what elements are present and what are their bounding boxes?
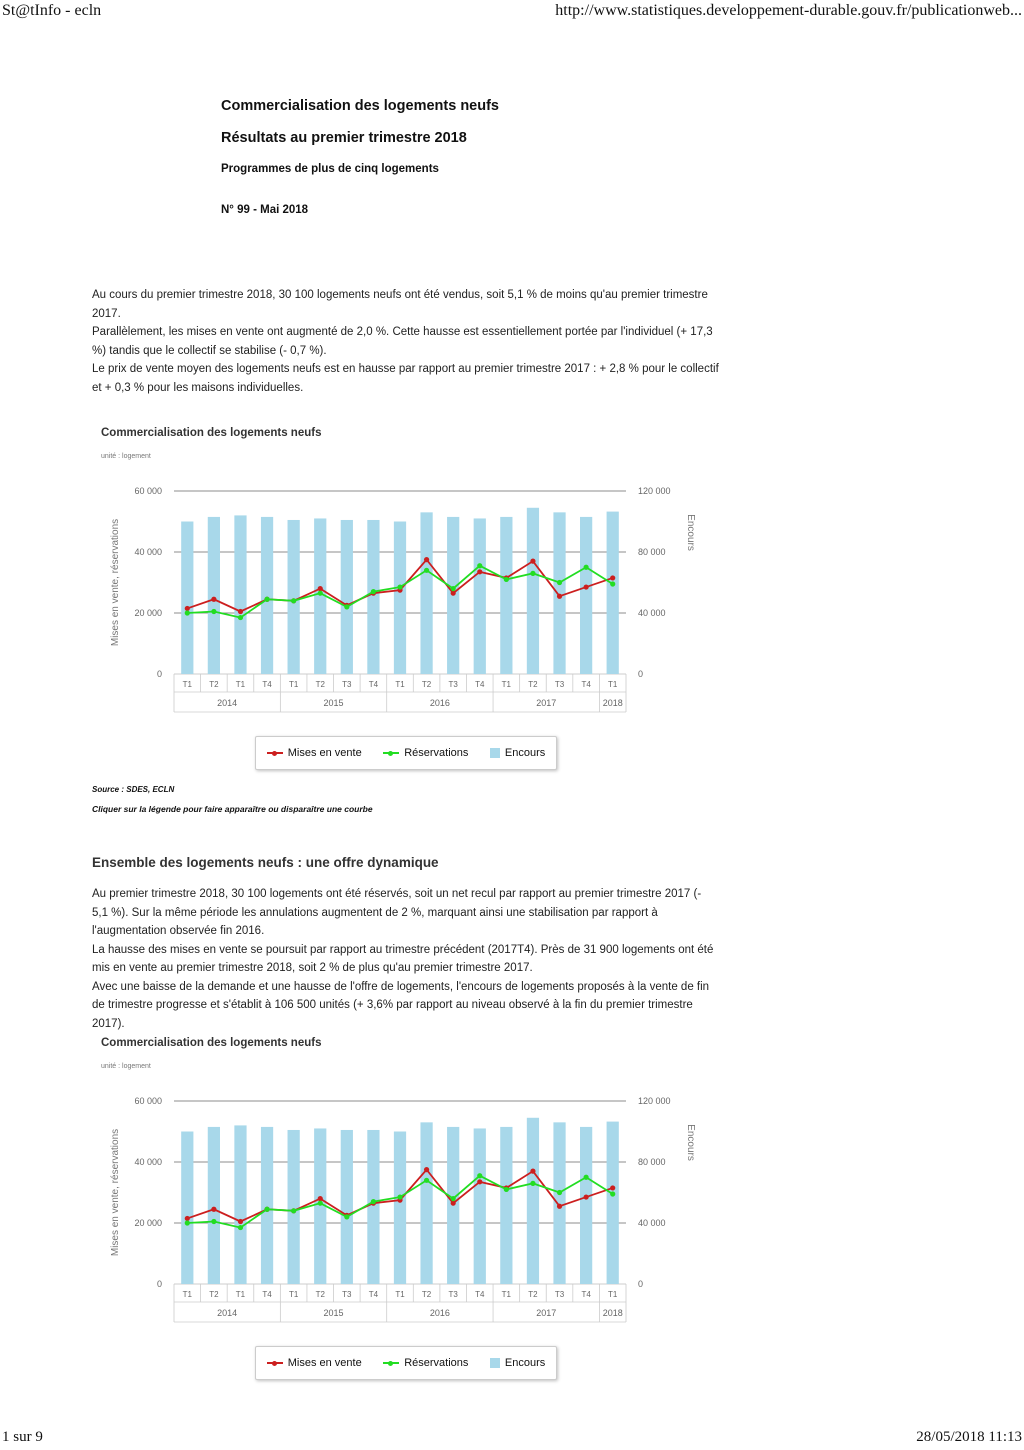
- point: [584, 1194, 589, 1199]
- y-right-tick-label: 0: [638, 669, 644, 679]
- legend-label: Encours: [504, 747, 546, 759]
- chart-commercialisation-2: [92, 1080, 712, 1340]
- point: [318, 591, 323, 596]
- x-year-label: 2015: [323, 698, 344, 708]
- legend-item-mises-en-vente[interactable]: [267, 747, 362, 759]
- x-year-label: 2018: [602, 1308, 623, 1318]
- x-tick-label: T3: [448, 680, 458, 689]
- doc-subtitle: Résultats au premier trimestre 2018: [221, 130, 467, 146]
- x-tick-label: T2: [315, 1290, 325, 1299]
- x-tick-label: T3: [554, 1290, 565, 1299]
- x-tick-label: T4: [262, 1290, 272, 1299]
- point: [424, 1178, 429, 1183]
- bar-encours: [261, 1127, 273, 1284]
- bar-encours: [420, 512, 432, 674]
- x-tick-label: T2: [528, 680, 538, 689]
- print-header-url: http://www.statistiques.developpement-durable.gouv.fr/publicationweb...: [555, 2, 1022, 19]
- point: [318, 1201, 323, 1206]
- y-left-tick-label: 40 000: [134, 547, 162, 557]
- point: [344, 1214, 349, 1219]
- point: [424, 568, 429, 573]
- point: [291, 1208, 296, 1213]
- point: [264, 597, 269, 602]
- x-tick-label: T4: [475, 1290, 485, 1299]
- point: [451, 586, 456, 591]
- point: [397, 584, 402, 589]
- point: [530, 571, 535, 576]
- chart-legend: [255, 1346, 557, 1380]
- section-text: [92, 885, 720, 1033]
- intro-paragraph: Parallèlement, les mises en vente ont augmenté de 2,0 %. Cette hausse est essentiellement portée par l'individuel (+ 17,3 %) tandis que le collectif se stabilise (- 0,7 %).: [92, 326, 713, 357]
- point: [530, 1181, 535, 1186]
- x-tick-label: T1: [608, 1290, 618, 1299]
- legend-item-encours[interactable]: [490, 747, 545, 759]
- intro-paragraph: Le prix de vente moyen des logements neufs est en hausse par rapport au premier trimestre 2017 : + 2,8 % pour le collectif et + 0,3 % pour les maisons individuelles.: [92, 363, 719, 394]
- bar-encours: [580, 517, 592, 674]
- x-tick-label: T1: [395, 680, 405, 689]
- x-tick-label: T1: [501, 1290, 512, 1299]
- doc-title: Commercialisation des logements neufs: [221, 98, 499, 114]
- point: [610, 575, 615, 580]
- bar-encours: [341, 520, 353, 674]
- point: [557, 1204, 562, 1209]
- x-tick-label: T4: [475, 680, 485, 689]
- point: [610, 1191, 615, 1196]
- source-note: Source : SDES, ECLN: [92, 785, 175, 794]
- x-tick-label: T1: [235, 1290, 246, 1299]
- x-year-label: 2014: [217, 698, 238, 708]
- point: [504, 577, 509, 582]
- legend-item-mises-en-vente[interactable]: [267, 1357, 362, 1369]
- legend-label: Réservations: [404, 1357, 469, 1369]
- x-tick-label: T2: [209, 680, 219, 689]
- point: [371, 1199, 376, 1204]
- bar-encours: [553, 1122, 565, 1284]
- x-tick-label: T2: [421, 1290, 432, 1299]
- bar-encours: [527, 508, 539, 674]
- bar-encours: [580, 1127, 592, 1284]
- point: [211, 1207, 216, 1212]
- section-title: Ensemble des logements neufs : une offre dynamique: [92, 855, 439, 870]
- point: [451, 591, 456, 596]
- y-right-tick-label: 0: [638, 1279, 644, 1289]
- bar-encours: [527, 1118, 539, 1284]
- legend-label: Mises en vente: [287, 1357, 362, 1369]
- y-left-tick-label: 40 000: [134, 1157, 162, 1167]
- y-right-tick-label: 40 000: [638, 1218, 666, 1228]
- chart-commercialisation-1: [92, 470, 712, 730]
- bar-encours: [553, 512, 565, 674]
- bar-encours: [181, 1132, 193, 1285]
- x-tick-label: T4: [368, 1290, 379, 1299]
- legend-item-encours[interactable]: [490, 1357, 545, 1369]
- chart-legend: [255, 736, 557, 770]
- x-tick-label: T3: [342, 1290, 352, 1299]
- point: [185, 610, 190, 615]
- x-year-label: 2018: [602, 698, 623, 708]
- x-year-label: 2016: [429, 698, 450, 708]
- point: [530, 1169, 535, 1174]
- y-left-tick-label: 60 000: [134, 1096, 162, 1106]
- point: [451, 1201, 456, 1206]
- x-tick-label: T1: [395, 1290, 405, 1299]
- point: [557, 580, 562, 585]
- y-left-axis-title: Mises en vente, réservations: [110, 1128, 121, 1257]
- chart-title: Commercialisation des logements neufs: [101, 427, 322, 439]
- x-tick-label: T3: [448, 1290, 458, 1299]
- legend-label: Réservations: [404, 747, 469, 759]
- bar-encours: [261, 517, 273, 674]
- bar-encours: [420, 1122, 432, 1284]
- x-tick-label: T2: [209, 1290, 219, 1299]
- x-year-label: 2015: [323, 1308, 344, 1318]
- x-tick-label: T4: [368, 680, 379, 689]
- y-right-axis-title: Encours: [685, 1124, 696, 1161]
- x-tick-label: T4: [581, 1290, 591, 1299]
- y-left-tick-label: 20 000: [134, 608, 162, 618]
- legend-label: Mises en vente: [287, 747, 362, 759]
- point: [318, 586, 323, 591]
- y-right-tick-label: 120 000: [638, 1096, 671, 1106]
- chart-unit: unité : logement: [101, 1063, 151, 1070]
- bar-encours: [367, 1130, 379, 1284]
- x-year-label: 2017: [536, 1308, 557, 1318]
- y-left-tick-label: 0: [156, 669, 162, 679]
- bar-encours: [367, 520, 379, 674]
- point: [504, 1187, 509, 1192]
- point: [238, 1219, 243, 1224]
- point: [530, 559, 535, 564]
- doc-program-note: Programmes de plus de cinq logements: [221, 163, 439, 175]
- point: [238, 1225, 243, 1230]
- point: [557, 1190, 562, 1195]
- bar-encours: [234, 1125, 246, 1284]
- point: [610, 1185, 615, 1190]
- point: [477, 563, 482, 568]
- intro-text: [92, 286, 720, 397]
- point: [477, 1179, 482, 1184]
- y-right-axis-title: Encours: [685, 514, 696, 551]
- point: [584, 1175, 589, 1180]
- point: [211, 597, 216, 602]
- point: [264, 1207, 269, 1212]
- bar-encours: [607, 1122, 619, 1284]
- print-footer-date: 28/05/2018 11:13: [916, 1429, 1022, 1445]
- point: [424, 557, 429, 562]
- intro-paragraph: Au cours du premier trimestre 2018, 30 100 logements neufs ont été vendus, soit 5,1 % de moins qu'au premier trimestre 2017.: [92, 289, 708, 320]
- bar-encours: [500, 1127, 512, 1284]
- bar-encours: [394, 1132, 406, 1285]
- point: [185, 1220, 190, 1225]
- y-left-tick-label: 20 000: [134, 1218, 162, 1228]
- bar-encours: [288, 1130, 300, 1284]
- y-left-axis-title: Mises en vente, réservations: [110, 518, 121, 647]
- y-right-tick-label: 40 000: [638, 608, 666, 618]
- section-paragraph: Avec une baisse de la demande et une hausse de l'offre de logements, l'encours de logements proposés à la vente de fin de trimestre progresse et s'établit à 106 500 unités (+ 3,6% par rapport au niveau observé à la fin du premier trimestre 2017).: [92, 980, 710, 1030]
- legend-item-reservations[interactable]: [383, 1357, 468, 1369]
- x-tick-label: T1: [182, 680, 192, 689]
- legend-instruction: Cliquer sur la légende pour faire apparaître ou disparaître une courbe: [92, 804, 373, 814]
- x-year-label: 2016: [429, 1308, 450, 1318]
- chart-unit: unité : logement: [101, 453, 151, 460]
- x-year-label: 2017: [536, 698, 557, 708]
- point: [291, 598, 296, 603]
- x-tick-label: T3: [342, 680, 352, 689]
- y-left-tick-label: 0: [156, 1279, 162, 1289]
- x-tick-label: T2: [421, 680, 432, 689]
- point: [397, 1194, 402, 1199]
- legend-label: Encours: [504, 1357, 546, 1369]
- point: [371, 589, 376, 594]
- point: [424, 1167, 429, 1172]
- x-year-label: 2014: [217, 1308, 238, 1318]
- y-left-tick-label: 60 000: [134, 486, 162, 496]
- bar-encours: [607, 512, 619, 674]
- bar-encours: [341, 1130, 353, 1284]
- point: [477, 1173, 482, 1178]
- point: [318, 1196, 323, 1201]
- x-tick-label: T1: [182, 1290, 192, 1299]
- doc-issue: N° 99 - Mai 2018: [221, 204, 309, 216]
- point: [344, 604, 349, 609]
- x-tick-label: T2: [528, 1290, 538, 1299]
- point: [584, 584, 589, 589]
- bar-encours: [474, 1128, 486, 1284]
- point: [451, 1196, 456, 1201]
- bar-encours: [181, 522, 193, 675]
- y-right-tick-label: 80 000: [638, 1157, 666, 1167]
- bar-encours: [208, 1127, 220, 1284]
- point: [477, 569, 482, 574]
- point: [584, 565, 589, 570]
- bar-encours: [234, 515, 246, 674]
- chart-title: Commercialisation des logements neufs: [101, 1037, 322, 1049]
- print-header-title: St@tInfo - ecln: [2, 2, 102, 19]
- bar-encours: [500, 517, 512, 674]
- x-tick-label: T4: [262, 680, 272, 689]
- point: [185, 1216, 190, 1221]
- point: [610, 581, 615, 586]
- y-right-tick-label: 120 000: [638, 486, 671, 496]
- x-tick-label: T4: [581, 680, 591, 689]
- bar-encours: [394, 522, 406, 675]
- x-tick-label: T1: [288, 680, 299, 689]
- bar-encours: [208, 517, 220, 674]
- section-paragraph: Au premier trimestre 2018, 30 100 logements ont été réservés, soit un net recul par rapport au premier trimestre 2017 (- 5,1 %). Sur la même période les annulations augmentent de 2 %, marquant ainsi une stabilisation par rapport à l'augmentation observée fin 2016.: [92, 888, 702, 937]
- section-paragraph: La hausse des mises en vente se poursuit par rapport au trimestre précédent (2017T4). Près de 31 900 logements ont été mis en vente au premier trimestre 2018, soit 2 % de plus qu'au premier trimestre 2017.: [92, 943, 714, 974]
- x-tick-label: T1: [288, 1290, 299, 1299]
- print-footer-page: 1 sur 9: [2, 1429, 43, 1445]
- point: [185, 606, 190, 611]
- point: [211, 609, 216, 614]
- x-tick-label: T3: [554, 680, 565, 689]
- point: [238, 609, 243, 614]
- point: [211, 1219, 216, 1224]
- legend-item-reservations[interactable]: [383, 747, 468, 759]
- point: [557, 594, 562, 599]
- x-tick-label: T1: [235, 680, 246, 689]
- y-right-tick-label: 80 000: [638, 547, 666, 557]
- bar-encours: [474, 518, 486, 674]
- x-tick-label: T1: [608, 680, 618, 689]
- x-tick-label: T2: [315, 680, 325, 689]
- x-tick-label: T1: [501, 680, 512, 689]
- bar-encours: [288, 520, 300, 674]
- point: [238, 615, 243, 620]
